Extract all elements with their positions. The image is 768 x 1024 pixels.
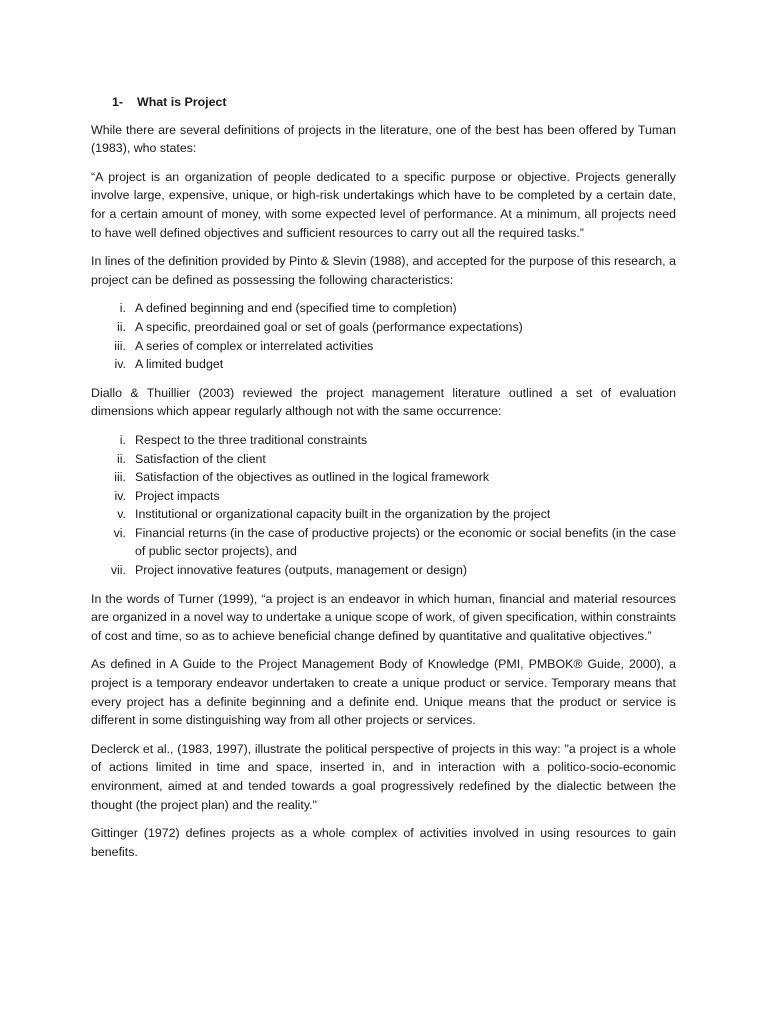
list-item-text: A specific, preordained goal or set of goals (performance expectations) <box>135 319 523 334</box>
list-item <box>91 450 676 469</box>
section-heading <box>112 93 676 112</box>
list-marker: ii. <box>117 319 126 334</box>
document-page <box>91 93 676 871</box>
paragraph-intro: While there are several definitions of projects in the literature, one of the best has been offered by Tuman (1983), who states: <box>91 122 676 156</box>
list-item-text: Satisfaction of the client <box>135 451 266 466</box>
list-item <box>91 561 676 580</box>
list-item-text: Satisfaction of the objectives as outlined in the logical framework <box>135 470 490 485</box>
list-item <box>91 468 676 487</box>
list-marker: iii. <box>114 338 126 353</box>
list-marker: iii. <box>114 470 126 485</box>
list-item-text: Project innovative features (outputs, management or design) <box>135 563 467 578</box>
list-item-text: Institutional or organizational capacity built in the organization by the project <box>135 507 551 522</box>
list-item <box>91 431 676 450</box>
list-marker: vii. <box>110 563 126 578</box>
list-item-text: A defined beginning and end (specified time to completion) <box>135 301 457 316</box>
list-item-text: Financial returns (in the case of productive projects) or the economic or social benefits (in the case of public sector projects), and <box>135 525 676 559</box>
list-item <box>91 524 676 561</box>
list-item <box>91 337 676 356</box>
list-marker: i. <box>119 432 126 447</box>
paragraph-tuman-quote: “A project is an organization of people dedicated to a specific purpose or objective. Projects generally involve large, expensive, unique, or high-risk undertakings which have to be completed by a certain date, for a certain amount of money, with some expected level of performance. At a minimum, all projects need to have well defined objectives and sufficient resources to carry out all the required tasks.” <box>91 169 676 240</box>
list-item-text: Project impacts <box>135 488 220 503</box>
section-title: What is Project <box>137 95 227 109</box>
list-item <box>91 355 676 374</box>
list-marker: vi. <box>113 525 126 540</box>
list-marker: i. <box>119 301 126 316</box>
paragraph-pmbok: As defined in A Guide to the Project Management Body of Knowledge (PMI, PMBOK® Guide, 2000), a project is a temporary endeavor undertaken to create a unique product or service. Temporary means that every project has a definite beginning and a definite end. Unique means that the product or service is different in some distinguishing way from all other projects or services. <box>91 657 676 728</box>
list-item-text: A limited budget <box>135 357 224 372</box>
list-item <box>91 505 676 524</box>
list-item-text: Respect to the three traditional constraints <box>135 432 368 447</box>
list-item <box>91 318 676 337</box>
paragraph-diallo-thuillier: Diallo & Thuillier (2003) reviewed the project management literature outlined a set of evaluation dimensions which appear regularly although not with the same occurrence: <box>91 385 676 419</box>
list-marker: ii. <box>117 451 126 466</box>
paragraph-declerck: Declerck et al., (1983, 1997), illustrate the political perspective of projects in this way: "a project is a whole of actions limited in time and space, inserted in, and in interaction with a politico-socio-economic environment, aimed at and tended towards a goal progressively redefined by the dialectic between the thought (the project plan) and the reality." <box>91 741 676 812</box>
section-number: 1- <box>112 95 124 109</box>
paragraph-turner: In the words of Turner (1999), “a project is an endeavor in which human, financial and material resources are organized in a novel way to undertake a unique scope of work, of given specification, within constraints of cost and time, so as to achieve beneficial change defined by quantitative and qualitative objectives.” <box>91 591 676 643</box>
list-item <box>91 299 676 318</box>
evaluation-dimensions-list <box>91 431 676 580</box>
characteristics-list <box>91 299 676 373</box>
list-marker: iv. <box>114 357 126 372</box>
list-marker: iv. <box>114 488 126 503</box>
paragraph-gittinger: Gittinger (1972) defines projects as a whole complex of activities involved in using resources to gain benefits. <box>91 826 676 859</box>
paragraph-pinto-slevin: In lines of the definition provided by Pinto & Slevin (1988), and accepted for the purpose of this research, a project can be defined as possessing the following characteristics: <box>91 254 676 287</box>
list-marker: v. <box>117 507 126 522</box>
list-item-text: A series of complex or interrelated activities <box>135 338 374 353</box>
list-item <box>91 487 676 506</box>
